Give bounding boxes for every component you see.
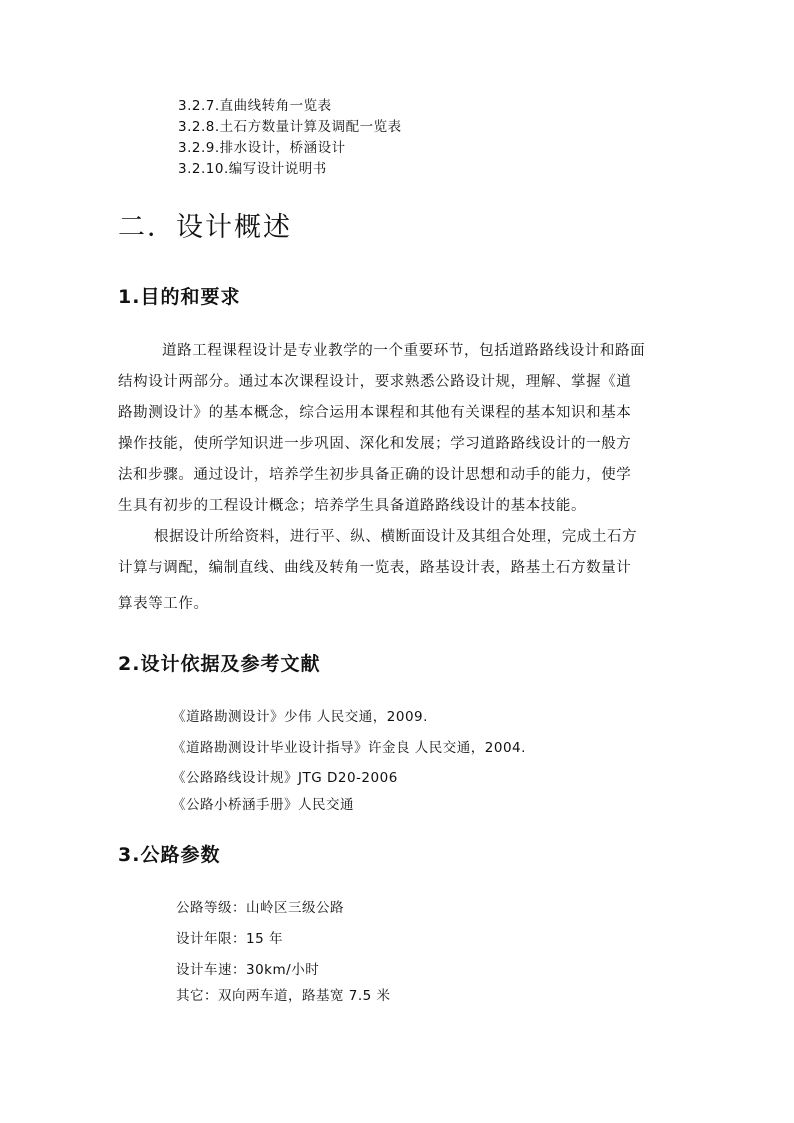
reference-item: 《道路勘测设计》少伟 人民交通，2009. [172, 709, 428, 725]
reference-item: 《道路勘测设计毕业设计指导》许金良 人民交通，2004. [172, 740, 526, 756]
parameter-design-life: 设计年限：15 年 [176, 931, 283, 947]
reference-item: 《公路小桥涵手册》人民交通 [172, 797, 354, 813]
section-heading-references: 2.设计依据及参考文献 [118, 653, 321, 675]
paragraph-purpose [118, 336, 678, 522]
toc-item: 3.2.9.排水设计，桥涵设计 [178, 140, 346, 156]
paragraph-line: 操作技能，使所学知识进一步巩固、深化和发展；学习道路路线设计的一般方 [118, 436, 632, 452]
paragraph-line: 计算与调配，编制直线、曲线及转角一览表，路基设计表，路基土石方数量计 [118, 560, 632, 576]
parameter-road-grade: 公路等级：山岭区三级公路 [176, 900, 344, 916]
paragraph-line: 生具有初步的工程设计概念；培养学生具备道路路线设计的基本技能。 [118, 498, 587, 514]
section-heading-purpose: 1.目的和要求 [118, 286, 241, 308]
paragraph-line: 结构设计两部分。通过本次课程设计，要求熟悉公路设计规，理解、掌握《道 [118, 374, 632, 390]
paragraph-line: 根据设计所给资料，进行平、纵、横断面设计及其组合处理，完成土石方 [154, 529, 638, 545]
toc-item: 3.2.8.土石方数量计算及调配一览表 [178, 119, 402, 135]
paragraph-line: 道路工程课程设计是专业教学的一个重要环节，包括道路路线设计和路面 [162, 343, 646, 359]
chapter-title: 二．设计概述 [118, 212, 292, 243]
parameter-other: 其它：双向两车道，路基宽 7.5 米 [176, 988, 391, 1004]
paragraph-line: 法和步骤。通过设计，培养学生初步具备正确的设计思想和动手的能力，使学 [118, 467, 632, 483]
parameter-design-speed: 设计车速：30km/小时 [176, 962, 320, 978]
paragraph-requirements [118, 522, 678, 618]
section-heading-road-parameters: 3.公路参数 [118, 844, 221, 866]
reference-item: 《公路路线设计规》JTG D20-2006 [172, 770, 398, 786]
toc-item: 3.2.10.编写设计说明书 [178, 161, 327, 177]
paragraph-line: 算表等工作。 [118, 596, 209, 612]
toc-item: 3.2.7.直曲线转角一览表 [178, 98, 332, 114]
paragraph-line: 路勘测设计》的基本概念，综合运用本课程和其他有关课程的基本知识和基本 [118, 405, 632, 421]
